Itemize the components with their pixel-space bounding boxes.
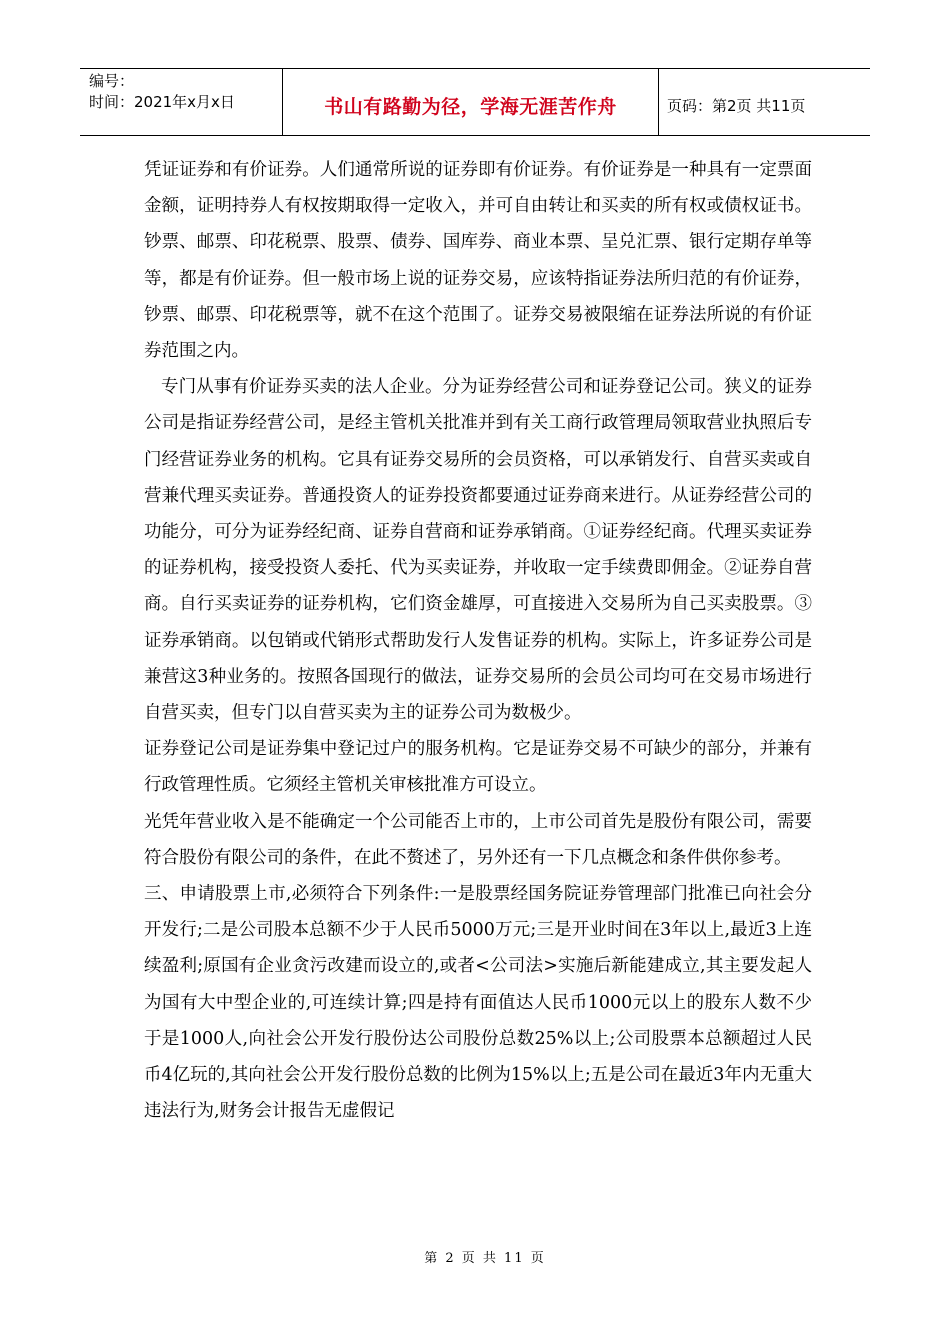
header-page-cell: [659, 69, 870, 135]
document-body: [144, 152, 812, 1129]
body-paragraph: 光凭年营业收入是不能确定一个公司能否上市的，上市公司首先是股份有限公司，需要符合股份有限公司的条件，在此不赘述了，另外还有一下几点概念和条件供你参考。: [144, 811, 812, 868]
body-paragraph: 凭证证券和有价证券。人们通常所说的证券即有价证券。有价证券是一种具有一定票面金额，证明持券人有权按期取得一定收入，并可自由转让和买卖的所有权或债权证书。钞票、邮票、印花税票、股票、债券、国库券、商业本票、呈兑汇票、银行定期存单等等，都是有价证券。但一般市场上说的证券交易，应该特指证券法所归范的有价证券，钞票、邮票、印花税票等，就不在这个范围了。证券交易被限缩在证券法所说的有价证券范围之内。: [144, 160, 812, 362]
document-number-label: 编号：: [89, 72, 135, 90]
header-motto: 书山有路勤为径，学海无涯苦作舟: [324, 95, 617, 118]
header-page-info: 页码：第2页 共11页: [667, 96, 806, 115]
header-meta-cell: [80, 69, 283, 135]
document-date: 时间：2021年x月x日: [89, 93, 235, 111]
page-footer: 第 2 页 共 11 页: [424, 1251, 546, 1266]
body-paragraph: 专门从事有价证券买卖的法人企业。分为证券经营公司和证券登记公司。狭义的证券公司是指证券经营公司，是经主管机关批准并到有关工商行政管理局领取营业执照后专门经营证券业务的机构。它具有证券交易所的会员资格，可以承销发行、自营买卖或自营兼代理买卖证券。普通投资人的证券投资都要通过证券商来进行。从证券经营公司的功能分，可分为证券经纪商、证券自营商和证券承销商。①证券经纪商。代理买卖证券的证券机构，接受投资人委托、代为买卖证券，并收取一定手续费即佣金。②证券自营商。自行买卖证券的证券机构，它们资金雄厚，可直接进入交易所为自己买卖股票。③证券承销商。以包销或代销形式帮助发行人发售证券的机构。实际上，许多证券公司是兼营这3种业务的。按照各国现行的做法，证券交易所的会员公司均可在交易市场进行自营买卖，但专门以自营买卖为主的证券公司为数极少。: [144, 377, 812, 724]
header-motto-cell: [283, 69, 659, 135]
body-paragraph: 三、申请股票上市,必须符合下列条件:一是股票经国务院证券管理部门批准已向社会分开发行;二是公司股本总额不少于人民币5000万元;三是开业时间在3年以上,最近3上连续盈利;原国有企业贪污改建而设立的,或者<公司法>实施后新能建成立,其主要发起人为国有大中型企业的,可连续计算;四是持有面值达人民币1000元以上的股东人数不少于是1000人,向社会公开发行股份达公司股份总数25%以上;公司股票本总额超过人民币4亿玩的,其向社会公开发行股份总数的比例为15%以上;五是公司在最近3年内无重大违法行为,财务会计报告无虚假记: [144, 884, 812, 1122]
body-paragraph: 证券登记公司是证券集中登记过户的服务机构。它是证券交易不可缺少的部分，并兼有行政管理性质。它须经主管机关审核批准方可设立。: [144, 739, 812, 796]
page-header: [80, 68, 870, 136]
